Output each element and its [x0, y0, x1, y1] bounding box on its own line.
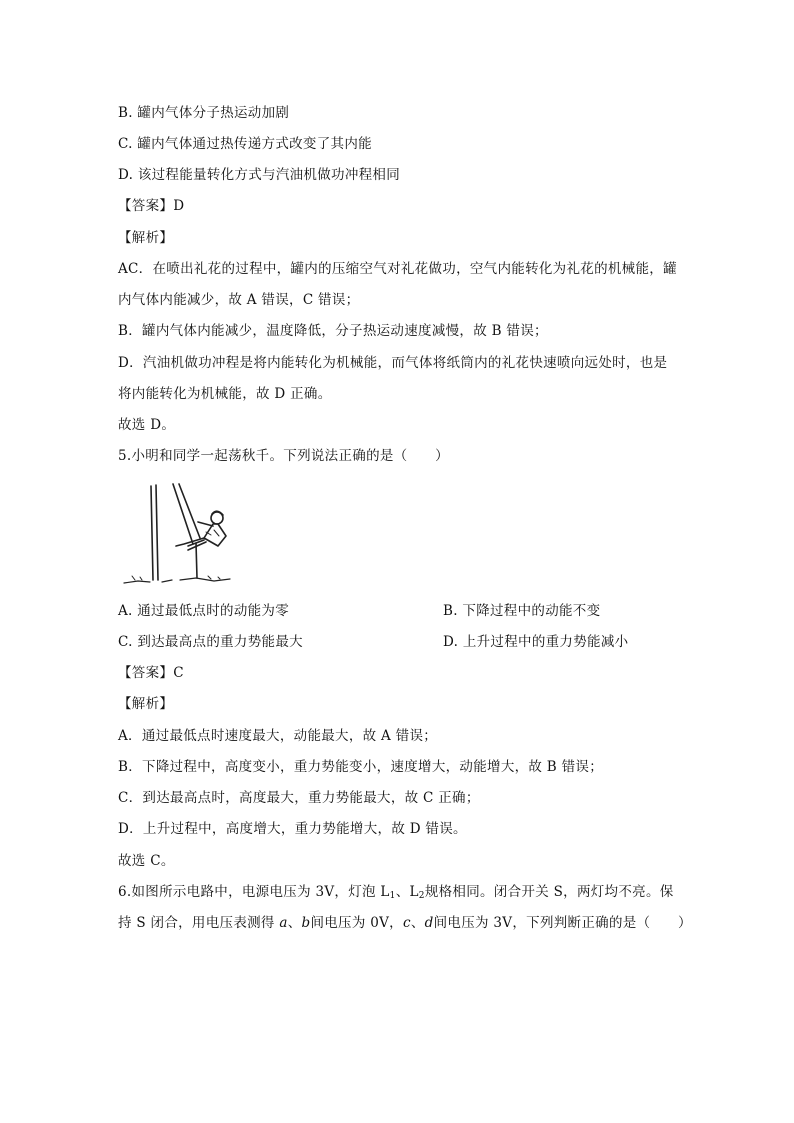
q5-analysis-line: A．通过最低点时速度最大，动能最大，故 A 错误； — [118, 728, 438, 744]
swing-illustration-icon — [118, 480, 238, 590]
q5-option-d: D. 上升过程中的重力势能减小 — [443, 634, 629, 650]
q5-analysis-line: D．上升过程中，高度增大，重力势能增大，故 D 错误。 — [118, 821, 467, 837]
q4-analysis-line: 将内能转化为机械能，故 D 正确。 — [118, 386, 332, 402]
q4-answer: 【答案】D — [118, 198, 185, 214]
q5-option-b: B. 下降过程中的动能不变 — [443, 603, 601, 619]
q4-analysis-line: AC．在喷出礼花的过程中，罐内的压缩空气对礼花做功，空气内能转化为礼花的机械能，罐 — [118, 261, 677, 277]
q4-analysis-title: 【解析】 — [118, 230, 174, 246]
q5-option-a: A. 通过最低点时的动能为零 — [118, 603, 290, 619]
q5-option-c: C. 到达最高点的重力势能最大 — [118, 634, 303, 650]
q4-option-c: C. 罐内气体通过热传递方式改变了其内能 — [118, 136, 372, 152]
q4-option-d: D. 该过程能量转化方式与汽油机做功冲程相同 — [118, 167, 401, 183]
q6-stem-line-1: 6.如图所示电路中，电源电压为 3V，灯泡 $L_1$、$L_2$规格相同。闭合开关 S，两灯均不亮。保 — [118, 884, 674, 901]
q4-analysis-line: D．汽油机做功冲程是将内能转化为机械能，而气体将纸筒内的礼花快速喷向远处时，也是 — [118, 355, 668, 371]
q6-stem-line-2: 持 S 闭合，用电压表测得 a、b间电压为 0V，c、d间电压为 3V，下列判断正确的是（ ） — [118, 915, 692, 931]
q4-analysis-line: 内气体内能减少，故 A 错误，C 错误； — [118, 292, 360, 308]
q4-conclusion: 故选 D。 — [118, 417, 176, 433]
q5-analysis-line: B．下降过程中，高度变小，重力势能变小，速度增大，动能增大，故 B 错误； — [118, 759, 604, 775]
q5-conclusion: 故选 C。 — [118, 853, 175, 869]
q4-option-b: B. 罐内气体分子热运动加剧 — [118, 105, 290, 121]
q5-stem: 5.小明和同学一起荡秋千。下列说法正确的是（ ） — [118, 448, 449, 464]
q5-analysis-title: 【解析】 — [118, 696, 174, 712]
q4-analysis-line: B．罐内气体内能减少，温度降低，分子热运动速度减慢，故 B 错误； — [118, 323, 548, 339]
q5-answer: 【答案】C — [118, 665, 184, 681]
q5-analysis-line: C．到达最高点时，高度最大，重力势能最大，故 C 正确； — [118, 790, 480, 806]
